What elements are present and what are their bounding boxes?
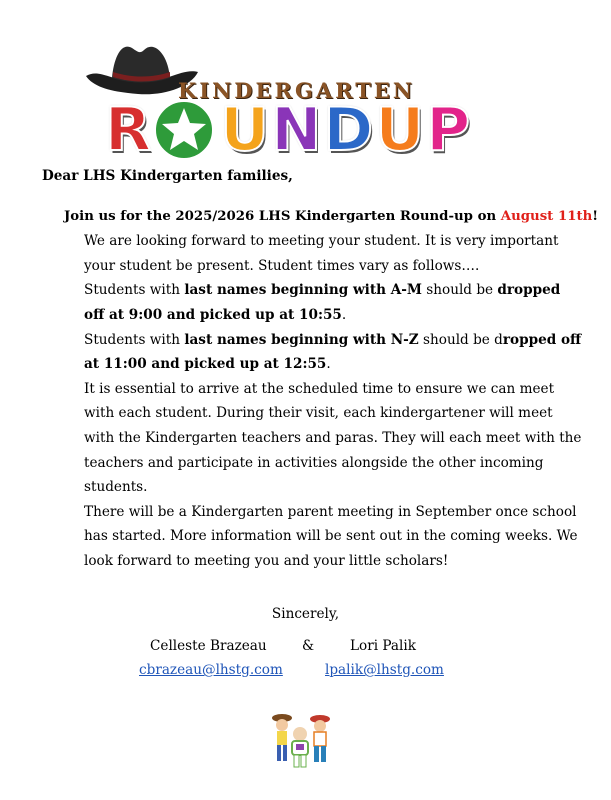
- roundup-letter: U: [375, 95, 425, 165]
- invitation-text: Join us for the 2025/2026 LHS Kindergarten Round-up on: [64, 208, 501, 224]
- schedule-text: Students with: [84, 331, 185, 348]
- roundup-letter: R: [105, 95, 152, 165]
- schedule-text: should be d: [418, 331, 503, 348]
- schedule-bold: ropped off at 11:00 and picked up at 12:55: [84, 331, 582, 373]
- schedule-am: [42, 278, 582, 327]
- star-letter-icon: [153, 99, 215, 161]
- schedule-bold: dropped off at 9:00 and picked up at 10:55: [84, 282, 561, 323]
- meeting-paragraph: There will be a Kindergarten parent meeting in September once school has started. More information will be sent out in the coming weeks. We look forward to meeting you and your little scholars!: [84, 503, 578, 569]
- schedule-nz: [42, 328, 582, 377]
- roundup-date: August 11th: [500, 208, 593, 224]
- invitation-line: [42, 205, 599, 230]
- schedule-bold: last names beginning with N-Z: [184, 331, 419, 348]
- roundup-letter: D: [323, 95, 374, 165]
- ampersand: &: [302, 638, 315, 654]
- letter-body: [42, 164, 599, 574]
- closing: Sincerely,: [271, 606, 340, 622]
- cartoon-characters-icon: [268, 712, 334, 770]
- teacher-name-2: Lori Palik: [350, 638, 416, 654]
- email-link-1[interactable]: cbrazeau@lhstg.com: [139, 662, 283, 678]
- roundup-letter: P: [426, 95, 471, 165]
- invitation-end: !: [592, 208, 599, 224]
- roundup-letter: N: [271, 95, 322, 165]
- schedule-text: should be: [421, 282, 498, 299]
- teacher-name-1: Celleste Brazeau: [150, 638, 267, 654]
- schedule-bold: last names beginning with A-M: [184, 282, 422, 299]
- schedule-text: .: [341, 306, 347, 323]
- roundup-logo: [72, 30, 492, 165]
- email-link-2[interactable]: lpalik@lhstg.com: [325, 662, 444, 678]
- roundup-wordmark: [105, 95, 471, 167]
- kindergarten-wordmark: KINDERGARTEN: [178, 78, 416, 103]
- schedule-text: .: [326, 356, 331, 373]
- arrival-paragraph: It is essential to arrive at the scheduled time to ensure we can meet with each student. During their visit, each kindergartener will meet with the Kindergarten teachers and paras. They will each meet with the teachers and participate in activities alongside the other incoming students.: [84, 380, 582, 496]
- schedule-text: Students with: [84, 282, 185, 299]
- roundup-letter: U: [220, 95, 270, 165]
- greeting: Dear LHS Kindergarten families,: [42, 168, 293, 184]
- intro-paragraph: We are looking forward to meeting your student. It is very important your student be present. Student times vary as follows….: [84, 233, 559, 274]
